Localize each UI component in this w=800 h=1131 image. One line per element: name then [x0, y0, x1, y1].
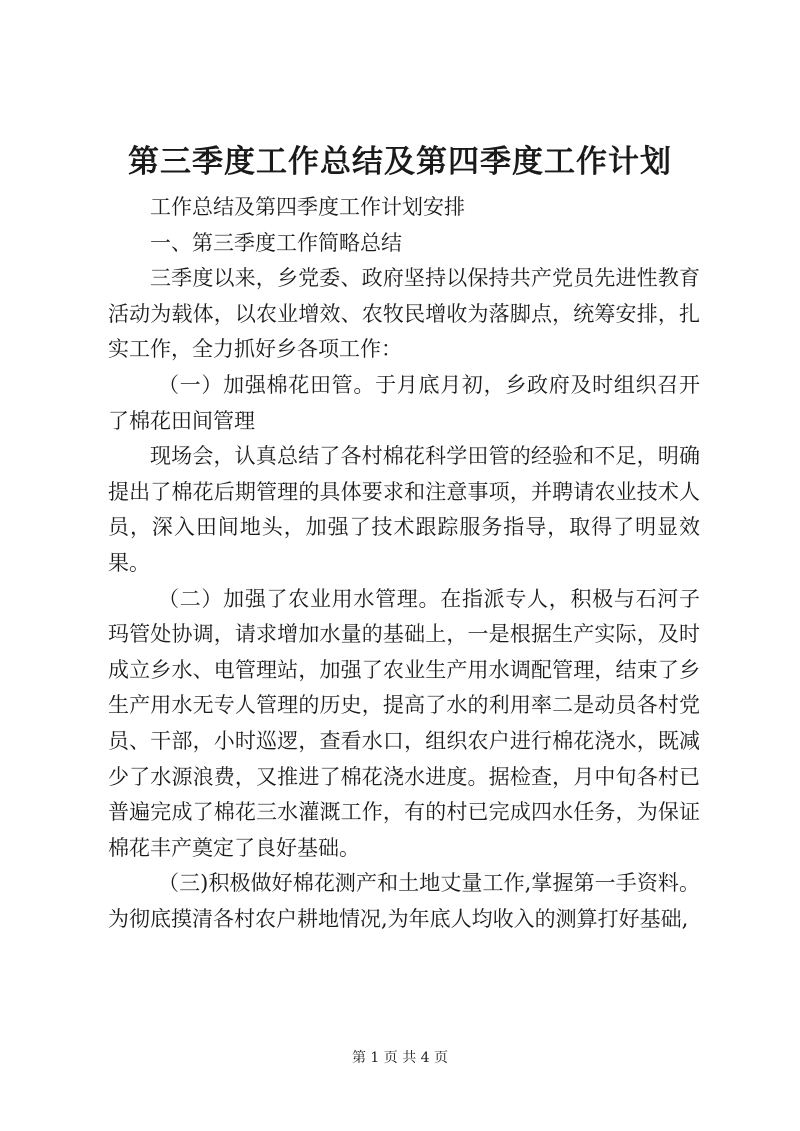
paragraph-cotton-management-heading: （一）加强棉花田管。于月底月初，乡政府及时组织召开了棉花田间管理	[108, 372, 700, 433]
document-body	[108, 190, 700, 937]
paragraph-land-survey: （三)积极做好棉花测产和土地丈量工作,掌握第一手资料。为彻底摸清各村农户耕地情况,为年底人均收入的测算打好基础,	[108, 871, 700, 931]
paragraph-intro: 三季度以来，乡党委、政府坚持以保持共产党员先进性教育活动为载体，以农业增效、农牧民增收为落脚点，统筹安排，扎实工作，全力抓好乡各项工作：	[108, 266, 700, 362]
page-number-footer: 第 1 页 共 4 页	[351, 1050, 449, 1066]
document-subtitle: 工作总结及第四季度工作计划安排	[150, 195, 465, 219]
paragraph-cotton-management: 现场会，认真总结了各村棉花科学田管的经验和不足，明确提出了棉花后期管理的具体要求和注意事项，并聘请农业技术人员，深入田间地头，加强了技术跟踪服务指导，取得了明显效果。	[108, 444, 700, 575]
section-heading: 一、第三季度工作简略总结	[150, 230, 402, 255]
document-title: 第三季度工作总结及第四季度工作计划	[128, 144, 672, 180]
paragraph-water-management: （二）加强了农业用水管理。在指派专人，积极与石河子玛管处协调，请求增加水量的基础上，一是根据生产实际，及时成立乡水、电管理站，加强了农业生产用水调配管理，结束了乡生产用水无专人管理的历史，提高了水的利用率二是动员各村党员、干部，小时巡逻，查看水口，组织农户进行棉花浇水，既减少了水源浪费，又推进了棉花浇水进度。据检查，月中旬各村已普遍完成了棉花三水灌溉工作，有的村已完成四水任务，为保证棉花丰产奠定了良好基础。	[108, 586, 700, 860]
